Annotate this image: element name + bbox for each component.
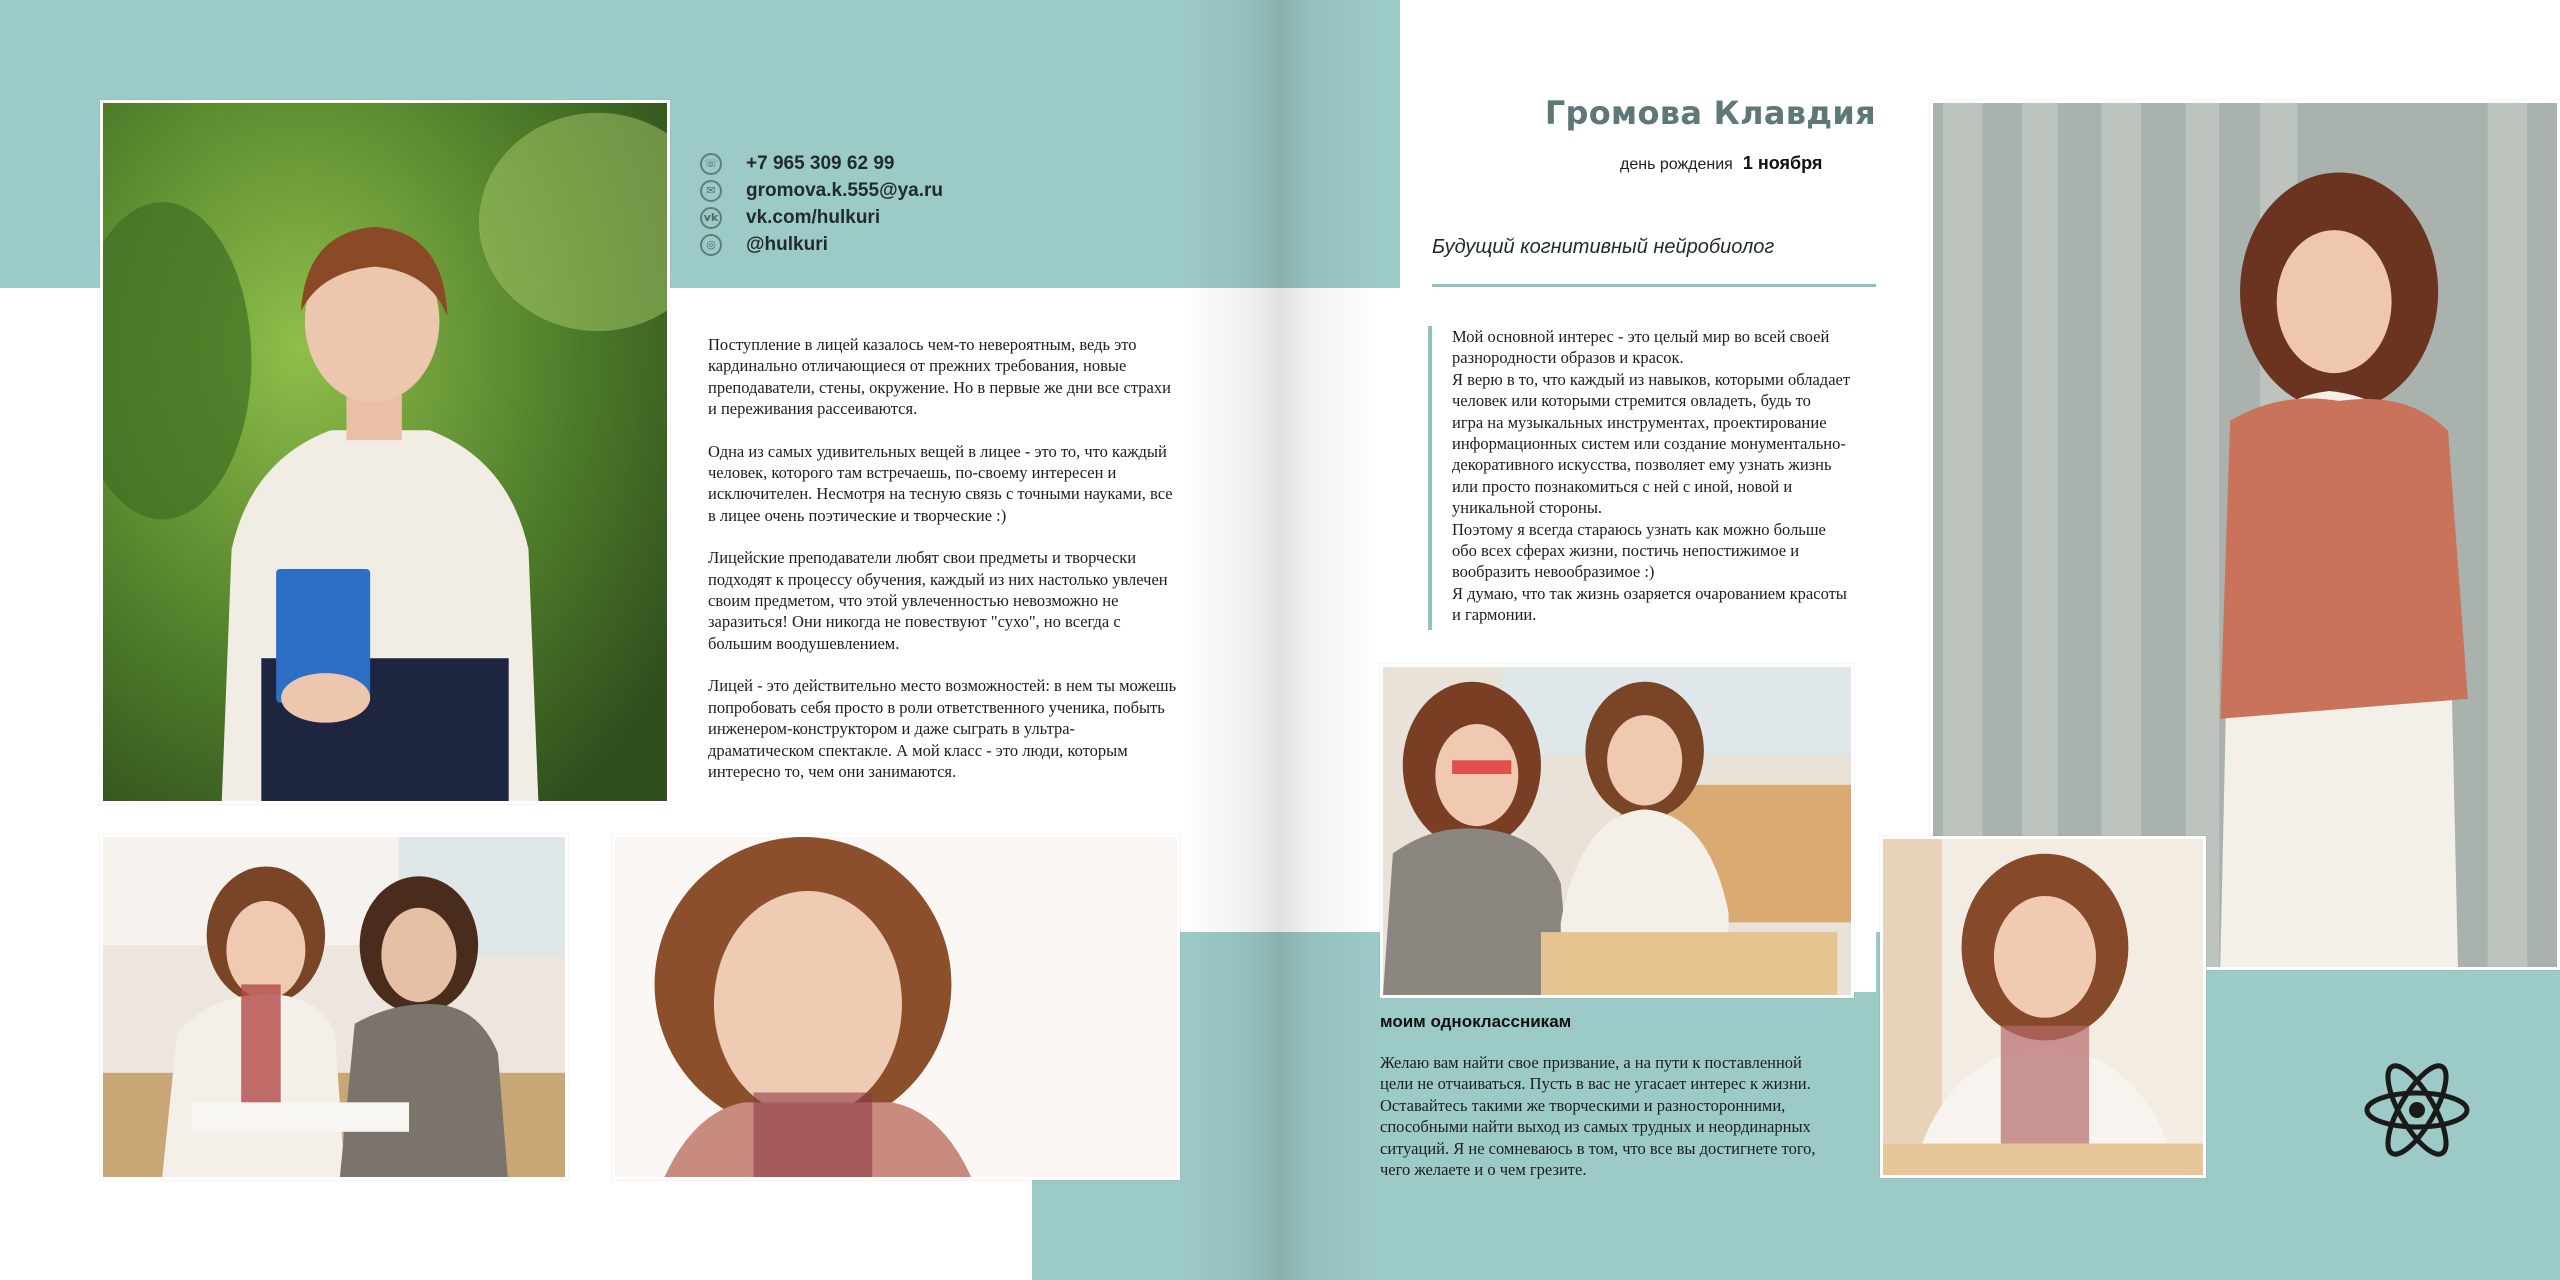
classmates-line: чего желаете и о чем грезите. [1380, 1160, 1587, 1180]
about-line: и гармонии. [1452, 605, 1537, 625]
about-line: Я верю в то, что каждый из навыков, которыми обладает [1452, 369, 1851, 389]
instagram-text: @hulkuri [746, 233, 828, 255]
about-line: информационных систем или создание монументально- [1452, 434, 1846, 454]
atom-icon [2362, 1060, 2472, 1160]
profession-divider [1432, 284, 1876, 287]
phone-icon: ☏ [700, 153, 722, 175]
classmates-line: способными найти выход из самых трудных и неординарных [1380, 1117, 1811, 1137]
birthday-label: день рождения [1620, 156, 1733, 173]
about-line: уникальной стороны. [1452, 498, 1603, 518]
about-line: Я думаю, что так жизнь озаряется очарованием красоты [1452, 583, 1847, 603]
about-line: игра на музыкальных инструментах, проектирование [1452, 412, 1827, 432]
closeup-photo [612, 834, 1180, 1180]
story-paragraph: Поступление в лицей казалось чем-то невероятным, ведь это кардинально отличающиеся от прежних требования, новые преподаватели, стены, окружение. Но в первые же дни все страхи и переживания рассеиваются. [708, 335, 1171, 419]
birthday [1620, 153, 1822, 174]
about-line: обо всех сферах жизни, постичь непостижимое и [1452, 541, 1800, 561]
story-paragraph: Одна из самых удивительных вещей в лицее - это то, что каждый человек, которого там встречаешь, по-своему интересен и исключителен. Несмотря на тесную связь с точными науками, все в лицее очень поэтические и творческие :) [708, 441, 1173, 525]
story-paragraph: Лицей - это действительно место возможностей: в нем ты можешь попробовать себя просто в роли ответственного ученика, побыть инженером-конструктором и даже сыграть в ультра-драматическом спектакле. А мой класс - это люди, которым интересно то, чем они занимаются. [708, 676, 1177, 781]
classroom-photo-right [1380, 664, 1854, 998]
lyceum-story-text [708, 334, 1178, 782]
about-line: вообразить невообразимое :) [1452, 562, 1655, 582]
quote-bar [1428, 326, 1432, 630]
about-line: Мой основной интерес - это целый мир во всей своей [1452, 327, 1830, 346]
about-text [1452, 326, 1892, 626]
portrait-photo-park [100, 100, 670, 804]
classroom-photo-left [100, 834, 568, 1180]
email-text: gromova.k.555@ya.ru [746, 179, 944, 201]
classmates-line: Оставайтесь такими же творческими и разносторонними, [1380, 1095, 1786, 1115]
phone-text: +7 965 309 62 99 [746, 152, 895, 174]
story-paragraph: Лицейские преподаватели любят свои предметы и творчески подходят к процессу обучения, каждый из них настолько увлечен своим предметом, что этой увлеченностью невозможно не заразиться! Они никогда не повествуют "сухо", но всегда с большим воодушевлением. [708, 548, 1168, 653]
birthday-value: 1 ноября [1742, 153, 1823, 173]
contact-phone[interactable] [700, 150, 943, 177]
future-profession: Будущий когнитивный нейробиолог [1432, 236, 1775, 258]
classmates-title: моим одноклассникам [1380, 1012, 1572, 1031]
writing-photo [1880, 836, 2206, 1178]
vk-icon: vk [700, 207, 722, 229]
about-line: разнородности образов и красок. [1452, 348, 1684, 368]
instagram-icon: ◎ [700, 234, 722, 256]
contact-instagram[interactable] [700, 231, 943, 258]
about-line: или просто познакомиться с ней с иной, новой и [1452, 476, 1793, 496]
student-name: Громова Клавдия [1544, 94, 1876, 132]
contact-email[interactable] [700, 177, 943, 204]
classmates-text [1380, 1052, 1880, 1180]
contacts-list [700, 150, 943, 258]
classmates-line: ситуаций. Я не сомневаюсь в том, что все вы достигнете того, [1380, 1138, 1816, 1158]
email-icon: ✉ [700, 180, 722, 202]
vk-text: vk.com/hulkuri [746, 206, 881, 228]
classmates-line: Желаю вам найти свое призвание, а на пути к поставленной [1380, 1053, 1802, 1072]
contact-vk[interactable] [700, 204, 943, 231]
about-line: человек или которыми стремится овладеть, будь то [1452, 391, 1811, 411]
about-line: декоративного искусства, позволяет ему узнать жизнь [1452, 455, 1832, 475]
about-line: Поэтому я всегда стараюсь узнать как можно больше [1452, 519, 1826, 539]
classmates-line: цели не отчаиваться. Пусть в вас не угасает интерес к жизни. [1380, 1074, 1811, 1094]
